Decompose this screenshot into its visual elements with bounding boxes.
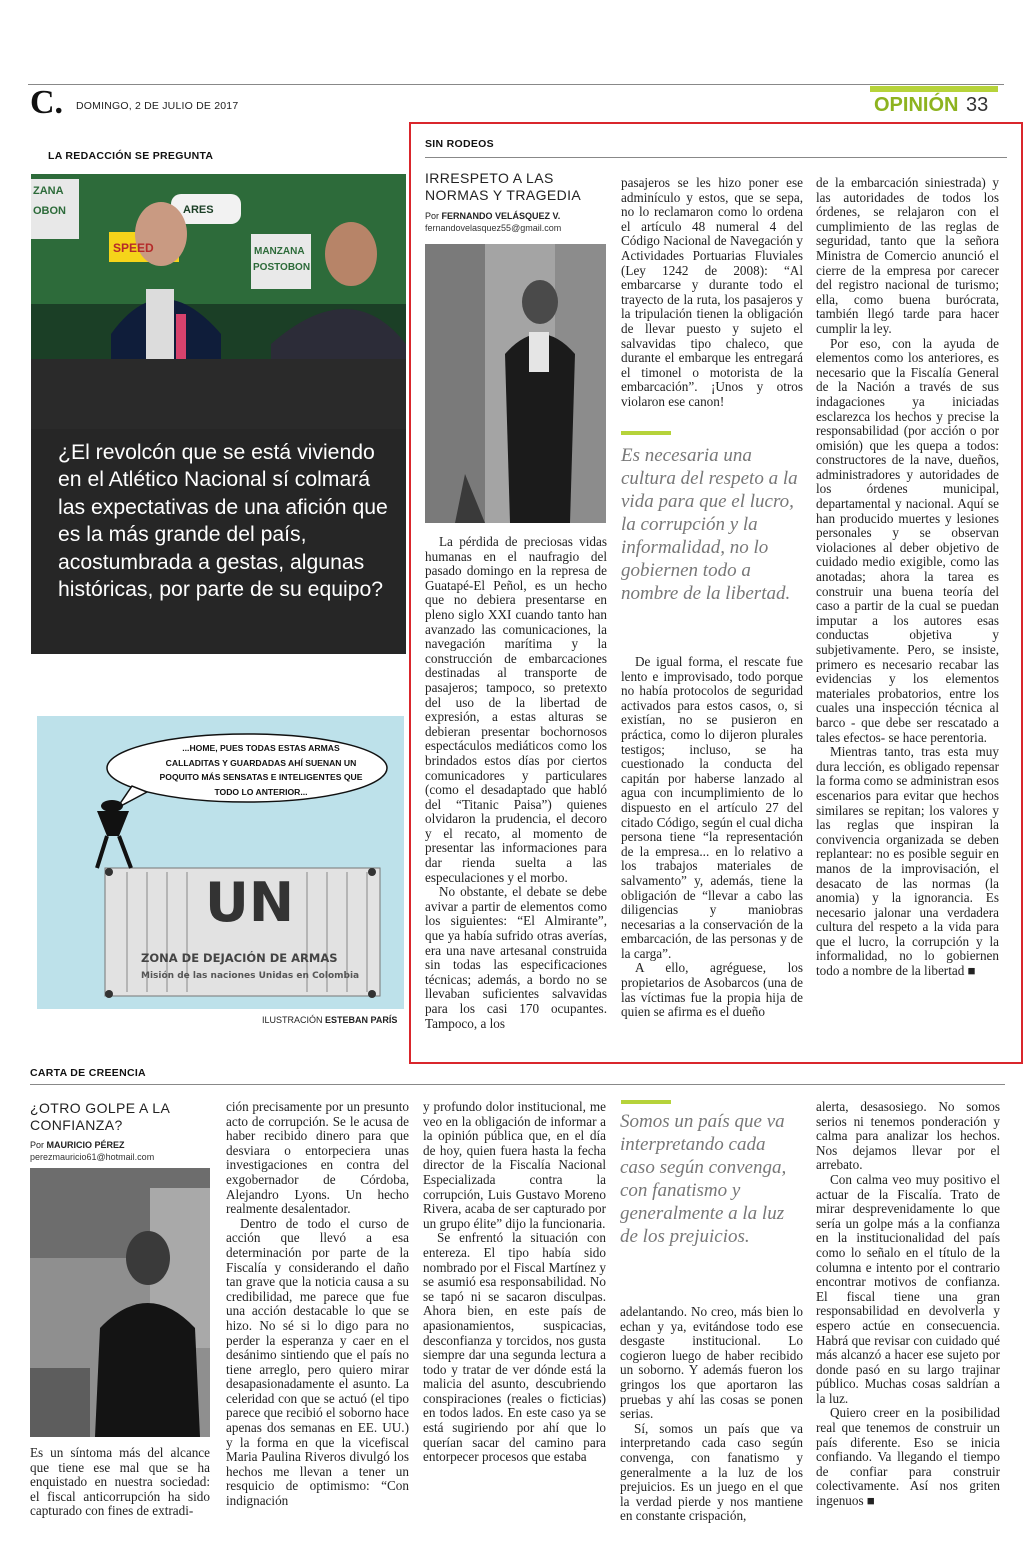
- header-rule: [28, 84, 1004, 85]
- quote-accent: [621, 431, 671, 435]
- carta-label: CARTA DE CREENCIA: [30, 1067, 146, 1079]
- carta-col4: [620, 1305, 803, 1545]
- carta-email: perezmauricio61@hotmail.com: [30, 1152, 155, 1162]
- paragraph: No obstante, el debate se debe avivar a partir de elementos como los siguientes: “El Almirante”, que ya había sufrido otras averías, era una nave artesanal construida sin todas las especificaciones técnicas; además, a bordo no se llevaban suficientes salvavidas para los casi 170 ocupantes. Tampoco, a los: [425, 884, 607, 1031]
- photo-sign-obon: OBON: [33, 205, 66, 217]
- cartoon-bubble-text: ...HOME, PUES TODAS ESTAS ARMAS CALLADITAS Y GUARDADAS AHÍ SUENAN UN POQUITO MÁS SENSATAS E INTELIGENTES QUE TODO LO ANTERIOR...: [159, 743, 363, 797]
- paragraph: Mientras tanto, tras esta muy dura lección, es obligado repensar la forma como se administran esos escenarios para evitar que hechos similares se repitan; los valores y las reglas que inspiran la convivencia organizada se deben replantear: no es posible seguir en manos de la improvisación, el desacato de las normas (la anomia) y la ignorancia. Es necesario jalonar una verdadera cultura del respeto a la vida para que el lucro, la corrupción y la informalidad, no lo gobiernen todo a nombre de la libertad ■: [816, 744, 999, 979]
- carta-col5: [816, 1100, 1000, 1545]
- sin-rodeos-col1: [425, 535, 607, 1035]
- byline-prefix: Por: [425, 211, 440, 221]
- paragraph: alerta, desasosiego. No somos serios ni tenemos ponderación y calma para analizar los hechos. Nos dejamos llevar por el arrebato.: [816, 1100, 1000, 1173]
- sin-rodeos-label-rule: [425, 157, 1007, 158]
- photo-sign-zana: ZANA: [33, 185, 64, 197]
- photo-sign-postobon: POSTOBON: [253, 262, 311, 273]
- paragraph: Dentro de todo el curso de acción que llevó a esa determinación por parte de la Fiscalía y considerando el daño tan grave que la noticia causa a su credibilidad, me parece que fue una acción destacable lo que se hizo. No sé si lo digo para no perder la esperanza y caer en el desánimo sintiendo que el país no tiene arreglo, pero quiero mirar desapasionadamente el asunto. La celeridad con que se actuó (el tipo parece que recibió el soborno hace apenas dos semanas en EE. UU.) y la forma en que la vicefiscal Maria Paulina Riveros divulgó los hechos me llevan a tener un resquicio de optimismo: “Con indignación: [226, 1215, 409, 1509]
- paragraph: A ello, agréguese, los propietarios de Asobarcos (una de las víctimas fue la propia hija de quien se afirma es el dueño: [621, 960, 803, 1020]
- paragraph: adelantando. No creo, más bien lo echan y ya, evitándose todo ese desgaste institucional. Lo cogieron luego de haber recibido un soborno. Y además fueron los gringos los que aportaron las pruebas y ahí las cosas se ponen serias.: [620, 1305, 803, 1422]
- container-un: UN: [205, 871, 295, 934]
- carta-col1: [30, 1446, 210, 1541]
- cartoon-credit: [262, 1015, 397, 1025]
- byline-prefix: Por: [30, 1140, 45, 1150]
- sin-rodeos-col2-bottom: [621, 655, 803, 1035]
- carta-col3: [423, 1100, 606, 1545]
- pregunta-photo: [31, 174, 406, 429]
- paragraph: Quiero creer en la posibilidad real que tenemos de construir un país diferente. Eso se inicia confiando. Va llegando el tiempo de confiar para construir colectivamente. Así nos griten ingenuos ■: [816, 1405, 1000, 1509]
- carta-label-rule: [30, 1084, 1005, 1085]
- pregunta-question: ¿El revolcón que se está viviendo en el Atlético Nacional sí colmará las expectativas de una afición que es la más grande del país, acostumbrada a gestas, algunas históricas, por parte de su equipo?: [58, 441, 388, 602]
- paragraph: Es un síntoma más del alcance que tiene ese mal que se ha enquistado en nuestra sociedad: el fiscal anticorrupción ha sido capturado con fines de extradi-: [30, 1446, 210, 1519]
- paragraph: pasajeros se les hizo poner ese adminículo y estos, que se sepa, no lo reclamaron como lo ordena el artículo 48 numeral 4 del Código Nacional de Navegación y Actividades Portuarias Fluviales (Ley 1242 de 2008): “Al embarcarse y durante todo el trayecto de la ruta, los pasajeros y la tripulación tienen la obligación de llevar puesto y sujeto el salvavidas tipo chaleco, que durante el embarque les entregará el timonel o motorista de la embarcación”. ¡Unos y otros violaron ese canon!: [621, 176, 803, 409]
- paragraph: y profundo dolor institucional, me veo en la obligación de informar a la opinión pública que, en el día de hoy, quien fuera hasta la fecha director de la Fiscalía Nacional Especializada contra la corrupción, Luis Gustavo Moreno Rivera, acaba de ser capturado por un grupo élite” dijo la funcionaria.: [423, 1100, 606, 1231]
- author-photo-perez: [30, 1168, 210, 1437]
- credit-name: ESTEBAN PARÍS: [325, 1015, 398, 1025]
- paragraph: de la embarcación siniestrada) y las autoridades de todos los órdenes, se relajaron con el cumplimiento de las reglas de seguridad, tanto que la señora Ministra de Comercio anunció el cierre de la empresa por carecer del registro nacional de turismo; ella, como buena burócrata, también llegó tarde para hacer cumplir la ley.: [816, 176, 999, 336]
- author-portrait: [425, 244, 606, 523]
- carta-col2: [226, 1100, 409, 1545]
- credit-prefix: ILUSTRACIÓN: [262, 1015, 323, 1025]
- photo-sign-speed: SPEED: [113, 241, 154, 255]
- paragraph: La pérdida de preciosas vidas humanas en el naufragio del pasado domingo en la represa de Guatapé-El Peñol, es un hecho que no debiera presentarse en pleno siglo XXI cuando tanto han avanzado las comunicaciones, la navegación marítima y la construcción de embarcaciones destinadas al transporte de pasajeros; tampoco, so pretexto del uso de la libertad de expresión, a estas alturas se debieran presentar bochornosos espectáculos mediáticos como los brindados estos días por ciertos comunicadores y particulares (como el desadaptado que habló del “Titanic Paisa”) quienes olvidaron la prudencia, el decoro y el recato, al momento de presentar las informaciones para dar rienda suelta a las especulaciones y el morbo.: [425, 535, 607, 885]
- author-name: FERNANDO VELÁSQUEZ V.: [441, 211, 561, 221]
- carta-title: ¿OTRO GOLPE A LA CONFIANZA?: [30, 1100, 170, 1133]
- author-name: MAURICIO PÉREZ: [46, 1140, 125, 1150]
- section-name: OPINIÓN: [874, 94, 959, 116]
- sin-rodeos-pullquote: Es necesaria una cultura del respeto a la vida para que el lucro, la corrupción y la informalidad, no lo gobiernen todo a nombre de la libertad.: [621, 445, 798, 604]
- issue-date: DOMINGO, 2 DE JULIO DE 2017: [76, 100, 239, 112]
- paragraph: ción precisamente por un presunto acto de corrupción. Se le acusa de haber recibido dinero para que desviara o entorpeciera unas investigaciones en contra del exgobernador de Córdoba, Alejandro Lyons. Un hecho realmente desalentador.: [226, 1100, 409, 1217]
- page-number: 33: [966, 94, 989, 116]
- photo-sign-manzana: MANZANA: [254, 246, 305, 257]
- sin-rodeos-col2-top: [621, 176, 803, 411]
- paragraph: Con calma veo muy positivo el actuar de la Fiscalía. Trato de mirar desprevenidamente lo que sería un golpe más a la confianza en la institucionalidad del país como lo señalo en el título de la columna e intento por el contrario encontrar motivos de confianza. El fiscal tiene una gran responsabilidad en devolverla y espero actúe en consecuencia. Habrá que revisar con cuidado qué más alcanzó a hacer ese sujeto por donde pasó en su largo trajinar público. Muchas cosas saldrían a la luz.: [816, 1171, 1000, 1406]
- carta-byline: [30, 1140, 125, 1150]
- paragraph: Sí, somos un país que va interpretando cada caso según convenga, con fanatismo y generalmente a la luz de los prejuicios. Es un juego en el que la verdad pierde y nos mantiene en constante crispación,: [620, 1420, 803, 1524]
- paragraph: Se enfrentó la situación con entereza. El tipo había sido nombrado por el Fiscal Martínez y se asumió esa responsabilidad. No se tapó ni se sacaron disculpas. Ahora bien, en este país de apasionamientos, suspicacias, desconfianza y torcidos, nos gusta siempre dar una segunda lectura a todo y tratar de ver dónde está la malicia del asunto, descubriendo conspiraciones (reales o ficticias) en todos lados. En este caso ya se está sugiriendo por ahí que lo querían sacar del camino para entorpecer procesos que estaba: [423, 1230, 606, 1465]
- paragraph: Por eso, con la ayuda de elementos como los anteriores, es necesario que la Fiscalía General de la Nación a través de sus indagaciones ya iniciadas esclarezca los hechos y precise la responsabilidad (por acción o por omisión) que les quepa a todos: constructores de la nave, dueños, administradores y autoridades de los órdenes municipal, departamental y nacional. Aquí se han producido muertes y lesiones personales y se observan violaciones al deber objetivo de cuidado medio exigible, como las anotadas; ahora la tarea es construir una buena teoría del caso a partir de la cual se puedan imputar a los autores esas conductas objetiva y subjetivamente. Pero, se insiste, primero es necesario recabar las evidencias y los elementos materiales probatorios, entre los cuales una inspección técnica al barco - que debe ser rescatado a tales efectos- se hace perentoria.: [816, 335, 999, 745]
- logo-text: C.: [30, 84, 64, 121]
- sin-rodeos-col3: [816, 176, 999, 1036]
- author-photo-velasquez: [425, 244, 606, 523]
- author-portrait: [30, 1168, 210, 1437]
- photo-sign-ares: ARES: [183, 204, 214, 216]
- press-conference-illustration: [31, 174, 406, 429]
- carta-quote-accent: [621, 1100, 671, 1104]
- sin-rodeos-title: IRRESPETO A LAS NORMAS Y TRAGEDIA: [425, 170, 582, 203]
- paragraph: De igual forma, el rescate fue lento e improvisado, todo porque no había protocolos de seguridad activados para estos casos, o, si existían, no se pusieron en práctica, como lo dijeron plurales testigos; incluso, se ha cuestionado la conducta del capitán por haberse lanzado al agua con incumplimiento de lo dispuesto en el artículo 27 del citado Código, según el cual dicha persona tiene “la representación de la empresa... en lo relativo a los trabajos materiales de salvamento” y, además, tiene la obligación de “llevar a cabo las diligencias y maniobras necesarias a la conservación de la embarcación, de las personas y de la carga”.: [621, 655, 803, 961]
- container-line2: Misión de las naciones Unidas en Colombia: [141, 971, 360, 981]
- cartoon-illustration: [37, 716, 404, 1009]
- sin-rodeos-label: SIN RODEOS: [425, 138, 494, 150]
- newspaper-logo: [30, 84, 63, 122]
- sin-rodeos-byline: [425, 211, 560, 221]
- container-line1: ZONA DE DEJACIÓN DE ARMAS: [141, 951, 338, 965]
- carta-pullquote: Somos un país que va interpretando cada caso según convenga, con fanatismo y generalmente a la luz de los prejuicios.: [620, 1111, 787, 1247]
- section-title: [874, 94, 988, 117]
- author-email: fernandovelasquez55@gmail.com: [425, 223, 562, 233]
- pregunta-label: LA REDACCIÓN SE PREGUNTA: [48, 150, 214, 162]
- section-accent-bar: [870, 86, 998, 92]
- pregunta-question-box: [31, 429, 406, 654]
